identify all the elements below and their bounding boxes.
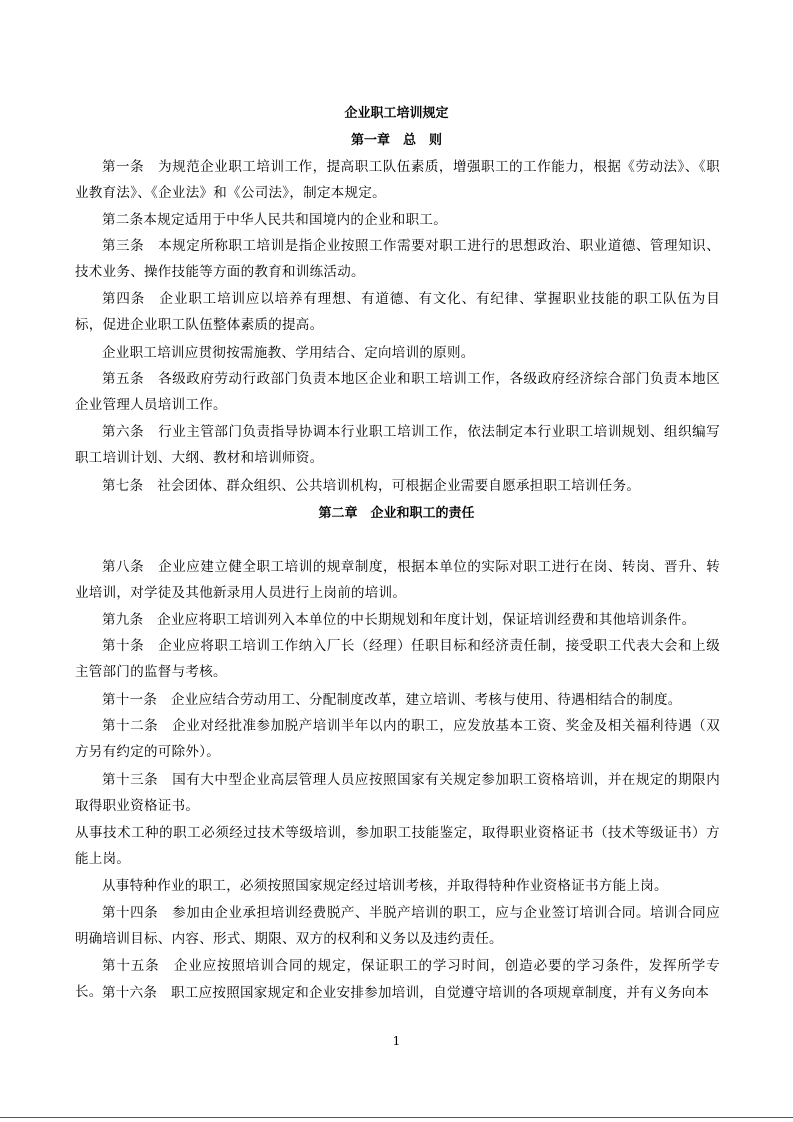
article-7: 第七条 社会团体、群众组织、公共培训机构，可根据企业需要自愿承担职工培训任务。 [102,478,641,494]
article-16: 第十六条 职工应按照国家规定和企业安排参加培训，自觉遵守培训的各项规章制度，并有义务向本 [102,985,710,1001]
article-10: 第十条 企业应将职工培训工作纳入厂长（经理）任职目标和经济责任制，接受职工代表大会和上级主管部门的监督与考核。 [75,638,720,680]
article-8: 第八条 企业应建立健全职工培训的规章制度，根据本单位的实际对职工进行在岗、转岗、晋升、转业培训，对学徒及其他新录用人员进行上岗前的培训。 [75,559,720,601]
article-13: 第十三条 国有大中型企业高层管理人员应按照国家有关规定参加职工资格培训，并在规定的期限内取得职业资格证书。 [75,772,720,814]
page-bottom-rule [0,1117,793,1118]
article-5: 第五条 各级政府劳动行政部门负责本地区企业和职工培训工作，各级政府经济综合部门负责本地区企业管理人员培训工作。 [75,371,720,413]
article-12: 第十二条 企业对经批准参加脱产培训半年以内的职工，应发放基本工资、奖金及相关福利待遇（双方另有约定的可除外）。 [75,718,720,760]
page-number: 1 [392,1034,401,1048]
article-4-principle: 企业职工培训应贯彻按需施教、学用结合、定向培训的原则。 [102,345,475,361]
article-4: 第四条 企业职工培训应以培养有理想、有道德、有文化、有纪律、掌握职业技能的职工队伍为目标，促进企业职工队伍整体素质的提高。 [75,291,720,333]
article-13-special: 从事特种作业的职工，必须按照国家规定经过培训考核，并取得特种作业资格证书方能上岗。 [102,878,668,894]
article-1: 第一条 为规范企业职工培训工作，提高职工队伍素质，增强职工的工作能力，根据《劳动法》、《职业教育法》、《企业法》和《公司法》，制定本规定。 [75,159,720,201]
article-15: 第十五条 企业应按照培训合同的规定，保证职工的学习时间，创造必要的学习条件，发挥所学专长。 [75,958,720,1000]
article-2: 第二条本规定适用于中华人民共和国境内的企业和职工。 [102,212,447,228]
article-6: 第六条 行业主管部门负责指导协调本行业职工培训工作，依法制定本行业职工培训规划、组织编写职工培训计划、大纲、教材和培训师资。 [75,424,720,466]
article-13-technical: 从事技术工种的职工必须经过技术等级培训，参加职工技能鉴定，取得职业资格证书（技术等级证书）方能上岗。 [75,825,720,867]
article-14: 第十四条 参加由企业承担培训经费脱产、半脱产培训的职工，应与企业签订培训合同。培训合同应明确培训目标、内容、形式、期限、双方的权利和义务以及违约责任。 [75,905,720,947]
article-9: 第九条 企业应将职工培训列入本单位的中长期规划和年度计划，保证培训经费和其他培训条件。 [102,612,696,628]
article-3: 第三条 本规定所称职工培训是指企业按照工作需要对职工进行的思想政治、职业道德、管理知识、技术业务、操作技能等方面的教育和训练活动。 [75,238,720,280]
document-title: 企业职工培训规定 [344,106,449,121]
chapter-2-title: 第二章 企业和职工的责任 [318,506,475,521]
article-11: 第十一条 企业应结合劳动用工、分配制度改革，建立培训、考核与使用、待遇相结合的制度。 [102,692,682,708]
chapter-1-title: 第一章 总 则 [350,133,442,148]
